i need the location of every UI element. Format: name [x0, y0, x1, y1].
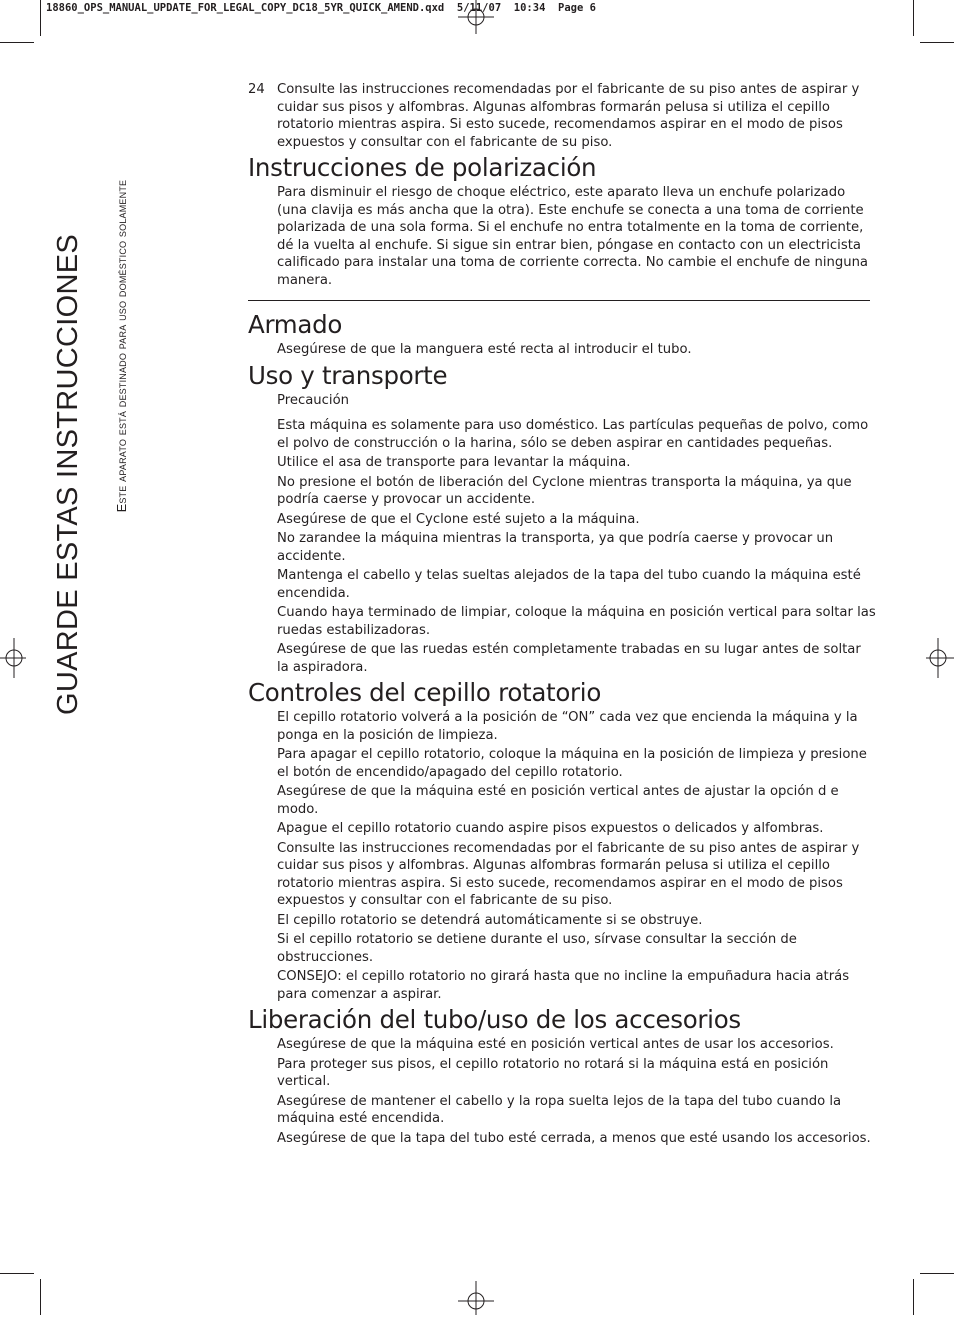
list-item: Asegúrese de que la máquina esté en posición vertical antes de usar los accesorios.	[277, 1037, 834, 1052]
registration-mark-icon	[0, 638, 40, 678]
intro-text: Consulte las instrucciones recomendadas por el fabricante de su piso antes de aspirar y cuidar sus pisos y alfombras. Algunas alfombras formarán pelusa si utiliza el cepillo rotatorio mientras aspira. Si esto sucede, recomendamos aspirar en el modo de pisos expuestos y consultar con el fabricante de su piso.	[277, 82, 860, 150]
caution-label: Precaución	[277, 392, 349, 408]
list-item: Si el cepillo rotatorio se detiene durante el uso, sírvase consultar la sección de obstrucciones.	[277, 932, 797, 965]
list-item: Para proteger sus pisos, el cepillo rotatorio no rotará si la máquina está en posición vertical.	[277, 1056, 829, 1089]
list-item: Consulte las instrucciones recomendadas por el fabricante de su piso antes de aspirar y cuidar sus pisos y alfombras. Algunas alfombras formarán pelusa si utiliza el cepillo rotatorio mientras aspira. Si esto sucede, recomendamos aspirar en el modo de pisos expuestos y consultar con el fabricante de su piso.	[277, 840, 860, 908]
crop-mark	[0, 1273, 34, 1274]
page-number: 24	[248, 82, 265, 97]
list-item: Asegúrese de que las ruedas estén completamente trabadas en su lugar antes de soltar la aspiradora.	[277, 642, 861, 675]
crop-mark	[920, 42, 954, 43]
intro-item	[248, 81, 876, 151]
list-item: Asegúrese de que la manguera esté recta al introducir el tubo.	[277, 342, 692, 357]
heading-uso: Uso y transporte	[248, 360, 448, 390]
list-item: Apague el cepillo rotatorio cuando aspire pisos expuestos o delicados y alfombras.	[277, 821, 824, 836]
side-subtitle: Este aparato está destinado para uso doméstico solamente	[115, 179, 129, 513]
list-item: Asegúrese de mantener el cabello y la ropa suelta lejos de la tapa del tubo cuando la máquina esté encendida.	[277, 1093, 842, 1126]
crop-mark	[40, 1279, 41, 1315]
list-item: CONSEJO: el cepillo rotatorio no girará hasta que no incline la empuñadura hacia atrás para comenzar a aspirar.	[277, 969, 850, 1002]
registration-mark-icon	[456, 1281, 496, 1321]
list-item: El cepillo rotatorio volverá a la posición de “ON” cada vez que encienda la máquina y la ponga en la posición de limpieza.	[277, 710, 858, 743]
list-item: No zarandee la máquina mientras la transporta, ya que podría caerse y provocar un accidente.	[277, 531, 834, 564]
polarizacion-text: Para disminuir el riesgo de choque eléctrico, este aparato lleva un enchufe polarizado (una clavija es más ancha que la otra). Este enchufe se conecta a una toma de corriente polarizada de una sola forma. Si el enchufe no entra totalmente en la toma de corriente, dé la vuelta al enchufe. Si sigue sin entrar bien, póngase en contacto con un electricista calificado para instalar una toma de corriente correcta. No cambie el enchufe de ninguna manera.	[277, 185, 869, 288]
list-item: El cepillo rotatorio se detendrá automáticamente si se obstruye.	[277, 912, 703, 928]
heading-cepillo: Controles del cepillo rotatorio	[248, 678, 602, 707]
crop-mark	[913, 0, 914, 36]
page-content	[248, 81, 876, 1149]
list-item: Cuando haya terminado de limpiar, coloque la máquina en posición vertical para soltar las ruedas estabilizadoras.	[277, 605, 876, 638]
list-item: Asegúrese de que el Cyclone esté sujeto a la máquina.	[277, 511, 640, 527]
heading-liberacion: Liberación del tubo/uso de los accesorios	[248, 1005, 741, 1034]
heading-polarizacion: Instrucciones de polarización	[248, 153, 597, 182]
crop-mark	[913, 1279, 914, 1315]
crop-mark	[920, 1273, 954, 1274]
print-slug: 18860_OPS_MANUAL_UPDATE_FOR_LEGAL_COPY_DC18_5YR_QUICK_AMEND.qxd 5/11/07 10:34 Page 6	[46, 2, 596, 14]
heading-armado: Armado	[248, 310, 343, 339]
list-item: Asegúrese de que la máquina esté en posición vertical antes de ajustar la opción d e modo.	[277, 784, 839, 817]
crop-mark	[0, 42, 34, 43]
side-title: GUARDE ESTAS INSTRUCCIONES	[52, 234, 84, 715]
list-item: Utilice el asa de transporte para levantar la máquina.	[277, 455, 631, 470]
list-item: Para apagar el cepillo rotatorio, coloque la máquina en la posición de limpieza y presione el botón de encendido/apagado del cepillo rotatorio.	[277, 747, 867, 780]
crop-mark	[40, 0, 41, 36]
list-item: Asegúrese de que la tapa del tubo esté cerrada, a menos que esté usando los accesorios.	[277, 1130, 871, 1146]
section-divider	[248, 300, 870, 301]
registration-mark-icon	[914, 638, 954, 678]
list-item: Esta máquina es solamente para uso doméstico. Las partículas pequeñas de polvo, como el polvo de construcción o la harina, sólo se deben aspirar en cantidades pequeñas.	[277, 418, 869, 451]
list-item: No presione el botón de liberación del Cyclone mientras transporta la máquina, ya que podría caerse y provocar un accidente.	[277, 474, 852, 507]
list-item: Mantenga el cabello y telas sueltas alejados de la tapa del tubo cuando la máquina esté encendida.	[277, 568, 861, 601]
registration-mark-icon	[456, 0, 496, 40]
